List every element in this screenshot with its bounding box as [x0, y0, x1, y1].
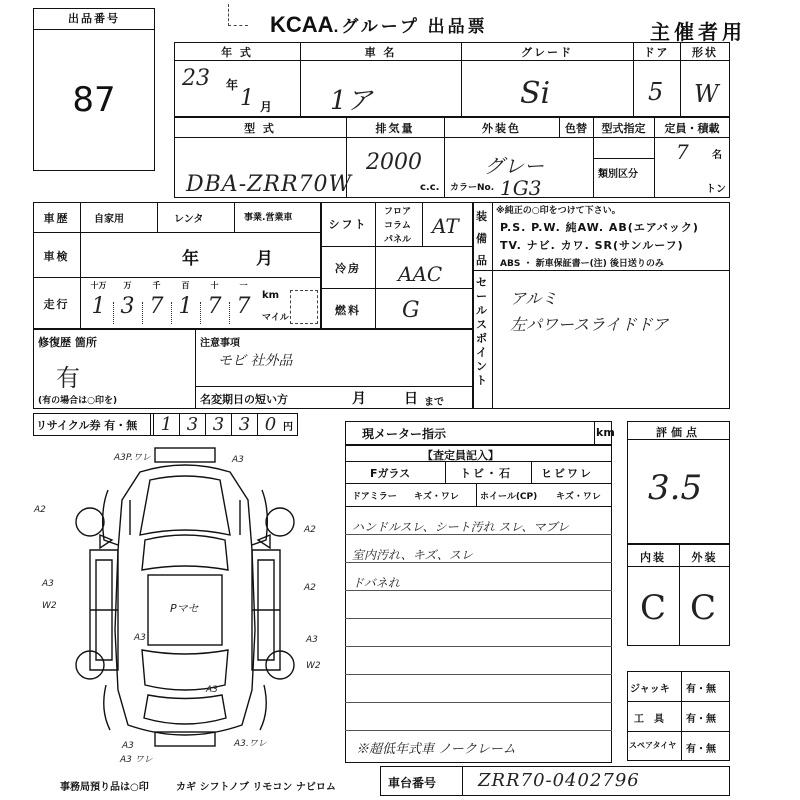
mileage-label: 走行 [43, 298, 70, 311]
meter-label: 現メーター指示 [362, 427, 447, 441]
name-change-day: 日 [404, 391, 418, 407]
recycle-digit: 0 [257, 413, 283, 436]
inspector-label: 【査定員記入】 [422, 449, 499, 462]
exterior-label: 外装 [691, 551, 718, 564]
comment-rule [345, 618, 612, 619]
stamp-corner-box [228, 4, 248, 26]
type-cert-label: 型式指定 [601, 122, 646, 135]
capacity-label: 定員・積載 [664, 122, 720, 135]
inspection-year-unit: 年 [182, 249, 199, 269]
tool-spare-value[interactable]: 有・無 [686, 744, 716, 755]
damage-mark-rear: A3 ワレ [120, 755, 153, 765]
persons-unit: 名 [712, 150, 722, 161]
mileage-check-box[interactable] [290, 290, 318, 324]
color-no-label: カラーNo. [450, 183, 495, 193]
glass-crack[interactable]: ヒビワレ [541, 467, 593, 480]
mileage-digit: 7 [207, 294, 222, 319]
damage-mark-left-door: A3 [42, 579, 54, 589]
mileage-digit-header: 百 [181, 281, 190, 290]
header-title: .グループ 出品票 [333, 17, 488, 36]
recycle-digit: 3 [231, 413, 257, 436]
inspection-label: 車検 [43, 250, 70, 263]
recycle-digit: 3 [179, 413, 205, 436]
sales-point-label: セールスポイント [476, 276, 487, 387]
shift-value: AT [432, 214, 459, 238]
year-unit: 年 [226, 78, 239, 92]
mileage-digit-header: 千 [152, 281, 161, 290]
repair-note: (有の場合は○印を) [38, 396, 118, 406]
mileage-digit: 7 [236, 294, 251, 319]
notes-label: 注意事項 [200, 338, 240, 349]
recycle-digit: 1 [153, 413, 179, 436]
inspection-month-unit: 月 [256, 249, 273, 269]
tons-unit: トン [706, 184, 726, 195]
mirror-option[interactable]: キズ・ワレ [414, 492, 459, 502]
year-value: 23 [182, 66, 210, 91]
grade-label: グレード [521, 46, 573, 59]
color-value: グレー [484, 154, 544, 178]
office-items-label: 事務局預り品は○印 [60, 782, 149, 793]
mileage-digit: 1 [178, 294, 193, 319]
comment-line-2: 室内汚れ、キズ、スレ [352, 548, 473, 562]
mileage-digit-header: 万 [123, 281, 132, 290]
capacity-value: 7 [676, 140, 689, 164]
make-label: 車 名 [364, 46, 397, 59]
brand-name: KCAA [270, 12, 334, 37]
damage-mark-front-right: A3 [232, 455, 244, 465]
damage-mark-left-w2: W2 [42, 601, 57, 611]
exterior-grade: C [690, 588, 717, 628]
mile-unit: マイル [262, 313, 289, 323]
history-option-commercial[interactable]: 事業.営業車 [244, 213, 293, 223]
equipment-line1[interactable]: P.S. P.W. 純AW. AB(エアバック) [500, 221, 699, 234]
name-change-month: 月 [352, 391, 366, 407]
name-change-suffix: まで [424, 397, 444, 408]
mileage-digit: 7 [149, 294, 164, 319]
equipment-line3[interactable]: ABS ・ 新車保証書ー(注) 後日送りのみ [500, 259, 664, 269]
glass-stone-text: 石 [499, 467, 512, 480]
equipment-label: 装備品 [476, 210, 487, 267]
score-value: 3.5 [648, 468, 703, 508]
color-no-value: 1G3 [500, 176, 542, 200]
damage-mark-left-front: A2 [34, 505, 46, 515]
mileage-digit-header: 十 [210, 281, 219, 290]
color-change-label: 色替 [565, 122, 587, 135]
equipment-note: ※純正の○印をつけて下さい。 [496, 206, 621, 216]
lot-number: 87 [72, 80, 116, 120]
tool-kit-value[interactable]: 有・無 [686, 714, 716, 725]
name-change-label: 名変期日の短い方 [200, 393, 288, 406]
sales-point-line1: アルミ [510, 289, 558, 308]
year-label: 年 式 [221, 46, 253, 59]
mileage-digit: 3 [120, 294, 135, 319]
tool-jack-label: ジャッキ [630, 684, 670, 695]
tool-jack-value[interactable]: 有・無 [686, 684, 716, 695]
aircon-value: AAC [398, 262, 443, 286]
comment-rule [345, 646, 612, 647]
chassis-value: ZRR70-0402796 [478, 770, 640, 791]
wheel-option[interactable]: キズ・ワレ [556, 492, 601, 502]
doors-value: 5 [648, 78, 664, 106]
equipment-line2[interactable]: TV. ナビ. カワ. SR(サンルーフ) [500, 239, 684, 252]
glass-chip-text: トビ [460, 467, 486, 480]
damage-mark-roof: A3 [134, 633, 146, 643]
shape-value: W [694, 80, 719, 108]
model-value: DBA-ZRR70W [186, 172, 353, 197]
damage-mark-right-door: A2 [304, 583, 316, 593]
lot-header: 出品番号 [34, 9, 154, 30]
shift-floor[interactable]: フロア [384, 207, 412, 217]
score-label: 評価点 [656, 426, 701, 439]
history-option-private[interactable]: 自家用 [94, 214, 124, 225]
shift-column[interactable]: コラム [384, 221, 411, 231]
wheel-label: ホイール(CP) [480, 492, 538, 502]
damage-mark-rear-left: A3 [122, 741, 134, 751]
damage-mark-quarter: A3 [206, 685, 218, 695]
repair-label: 修復歴 箇所 [38, 336, 97, 349]
comment-rule [345, 702, 612, 703]
shift-label: シフト [328, 218, 368, 231]
model-label: 型 式 [244, 122, 276, 135]
history-option-rental[interactable]: レンタ [174, 214, 204, 225]
month-value: 1 [240, 86, 254, 111]
mileage-digit-header: 十万 [90, 281, 107, 290]
history-label: 車歴 [43, 212, 70, 225]
chassis-label: 車台番号 [388, 776, 437, 790]
mileage-digit-header: 一 [239, 281, 248, 290]
km-unit: km [262, 290, 280, 301]
notes-value: モビ 社外品 [218, 353, 293, 369]
comment-line-1: ハンドルスレ、シート汚れ スレ、マブレ [352, 520, 570, 534]
displacement-value: 2000 [366, 150, 422, 175]
damage-mark-right-rear: A3 [306, 635, 318, 645]
damage-mark-right-front: A2 [304, 525, 316, 535]
damage-mark-front: A3P.ワレ [114, 453, 151, 463]
class-div-label: 類別区分 [598, 169, 638, 180]
lot-box [33, 8, 155, 171]
mirror-label: ドアミラー [352, 492, 397, 502]
sales-point-line2: 左パワースライドドア [510, 315, 669, 334]
meter-unit: km [596, 426, 615, 439]
color-label: 外装色 [482, 122, 521, 135]
comment-rule [345, 674, 612, 675]
recycle-label: リサイクル券 有・無 [36, 419, 138, 432]
aircon-label: 冷房 [335, 262, 361, 275]
cc-unit: c.c. [420, 182, 440, 193]
interior-label: 内装 [640, 551, 666, 564]
repair-value: 有 [56, 364, 80, 392]
fuel-value: G [402, 298, 420, 323]
tool-kit-label: 工具 [634, 714, 674, 725]
recycle-unit: 円 [283, 422, 293, 433]
inspector-footer: ※超低年式車 ノークレーム [356, 742, 516, 757]
damage-mark-rear-right: A3.ワレ [234, 739, 267, 749]
damage-mark-right-w2: W2 [306, 661, 321, 671]
recycle-digit: 3 [205, 413, 231, 436]
sponsor-label: 主催者用 [650, 20, 746, 44]
shift-panel[interactable]: パネル [384, 235, 412, 245]
tool-spare-label: スペアタイヤ [629, 741, 677, 750]
header-brand [270, 12, 488, 38]
interior-grade: C [640, 588, 667, 628]
glass-label: Fガラス [370, 467, 411, 480]
office-items-list: カギ シフトノブ リモコン ナビロム [176, 782, 336, 793]
month-unit: 月 [260, 100, 273, 114]
mileage-digit: 1 [91, 294, 106, 319]
displacement-label: 排気量 [375, 122, 415, 135]
grade-value: Si [520, 76, 551, 111]
diagram-center-label: Pマセ [170, 602, 199, 615]
comment-line-3: ドバネれ [352, 576, 400, 590]
comment-rule [345, 730, 612, 731]
make-value: 1ア [330, 86, 373, 116]
glass-chip[interactable]: トビ・石 [460, 467, 512, 480]
car-diagram [30, 440, 340, 770]
fuel-label: 燃料 [335, 304, 361, 317]
shape-label: 形状 [692, 46, 718, 59]
doors-label: ドア [643, 46, 670, 59]
